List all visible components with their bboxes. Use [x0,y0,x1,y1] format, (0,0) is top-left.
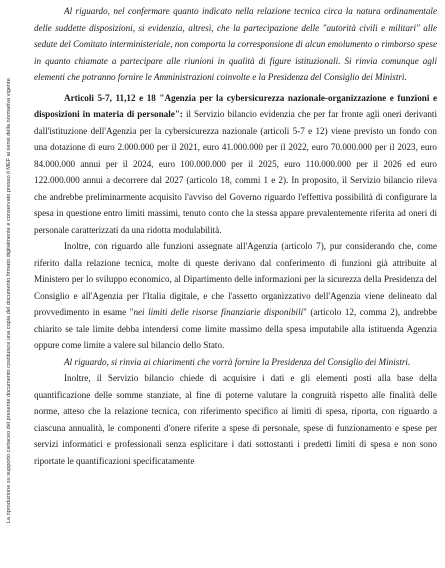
paragraph-text-b: " (articolo 12, comma 2), andrebbe chiarito se tale limite debba intendersi come limite massimo della spesa imputabile alla istituenda Agenzia oppure come limite a valere sul bilancio dello Stato. [34,307,437,350]
side-note-text: La riproduzione su supporto cartaceo del presente documento costituisce una copia del documento firmato digitalmente e conservato presso il MEF ai sensi della normativa vigente. [6,76,12,524]
paragraph-text: il Servizio bilancio evidenzia che per far fronte agli oneri derivanti dall'istituzione dell'Agenzia per la cybersicurezza nazionale (articoli 5-7 e 12) viene previsto un fondo con una dotazione di euro 2.000.000 per il 2021, euro 41.000.000 per il 2022, euro 70.000.000 per il 2023, euro 84.000.000 annui per il 2024, euro 100.000.000 per il 2025, euro 110.000.000 per il 2026 ed euro 122.000.000 annui a decorrere dal 2027 (articolo 18, commi 1 e 2). In proposito, il Servizio bilancio rileva che andrebbe preliminarmente acquisito l'avviso del Governo riguardo l'effettiva possibilità di configurare la spesa in questione entro limiti massimi, tenuto conto che la stessa appare prevalentemente riferita ad oneri di personale caratterizzati da una ridotta modulabilità. [34,109,437,235]
paragraph-riguardo-comitato [34,3,437,86]
document-page [34,3,437,469]
paragraph-text-a: Inoltre, con riguardo alle funzioni assegnate all'Agenzia (articolo 7), pur considerando che, come riferito dalla relazione tecnica, molte di queste derivano dal conferimento di funzioni già attribuite al Ministero per lo sviluppo economico, al Dipartimento delle informazioni per la sicurezza della Presidenza del Consiglio e all'Agenzia per l'Italia digitale, e che l'assetto organizzativo dell'Agenzia viene delineato dal provvedimento in esame " [34,241,437,317]
paragraph-text: Inoltre, il Servizio bilancio chiede di acquisire i dati e gli elementi posti alla base della quantificazione delle somme stanziate, al fine di poterne valutare la congruità rispetto alle finalità delle norme, atteso che la relazione tecnica, con riferimento specifico ai limiti di spesa, riporta, con riguardo a ciascuna annualità, le componenti d'onere riferite a spese di personale, spese di funzionamento e spese per servizi informatici e professionali senza esplicitare i dati sottostanti i predetti limiti di spesa e non sono riportate le quantificazioni specificatamente [34,373,437,466]
quoted-limit: nei limiti delle risorse finanziarie disponibili [133,307,304,317]
paragraph-text: Al riguardo, nel confermare quanto indicato nella relazione tecnica circa la natura ordinamentale delle suddette disposizioni, si evidenzia, altresì, che la partecipazione delle "autorità civili e militari" alle sedute del Comitato interministeriale, non comporta la corresponsione di alcun emolumento o rimborso spese in quanto chiamate a partecipare alle riunioni in qualità di figure istituzionali. Si rinvia comunque agli elementi che potranno fornire le Amministrazioni coinvolte e la Presidenza del Consiglio dei Ministri. [34,6,437,82]
section-heading: Articoli 5-7, 11,12 e 18 "Agenzia per la cybersicurezza nazionale-organizzazione e funzioni e disposizioni in materia di personale": [34,92,437,119]
paragraph-quantificazione [34,370,437,469]
paragraph-text: Al riguardo, si rinvia ai chiarimenti che vorrà fornire la Presidenza del Consiglio dei Ministri. [64,356,411,367]
paragraph-articoli-agenzia [34,90,437,239]
digital-copy-side-note [2,40,16,560]
paragraph-funzioni-agenzia [34,238,437,354]
paragraph-riguardo-chiarimenti [34,354,437,371]
